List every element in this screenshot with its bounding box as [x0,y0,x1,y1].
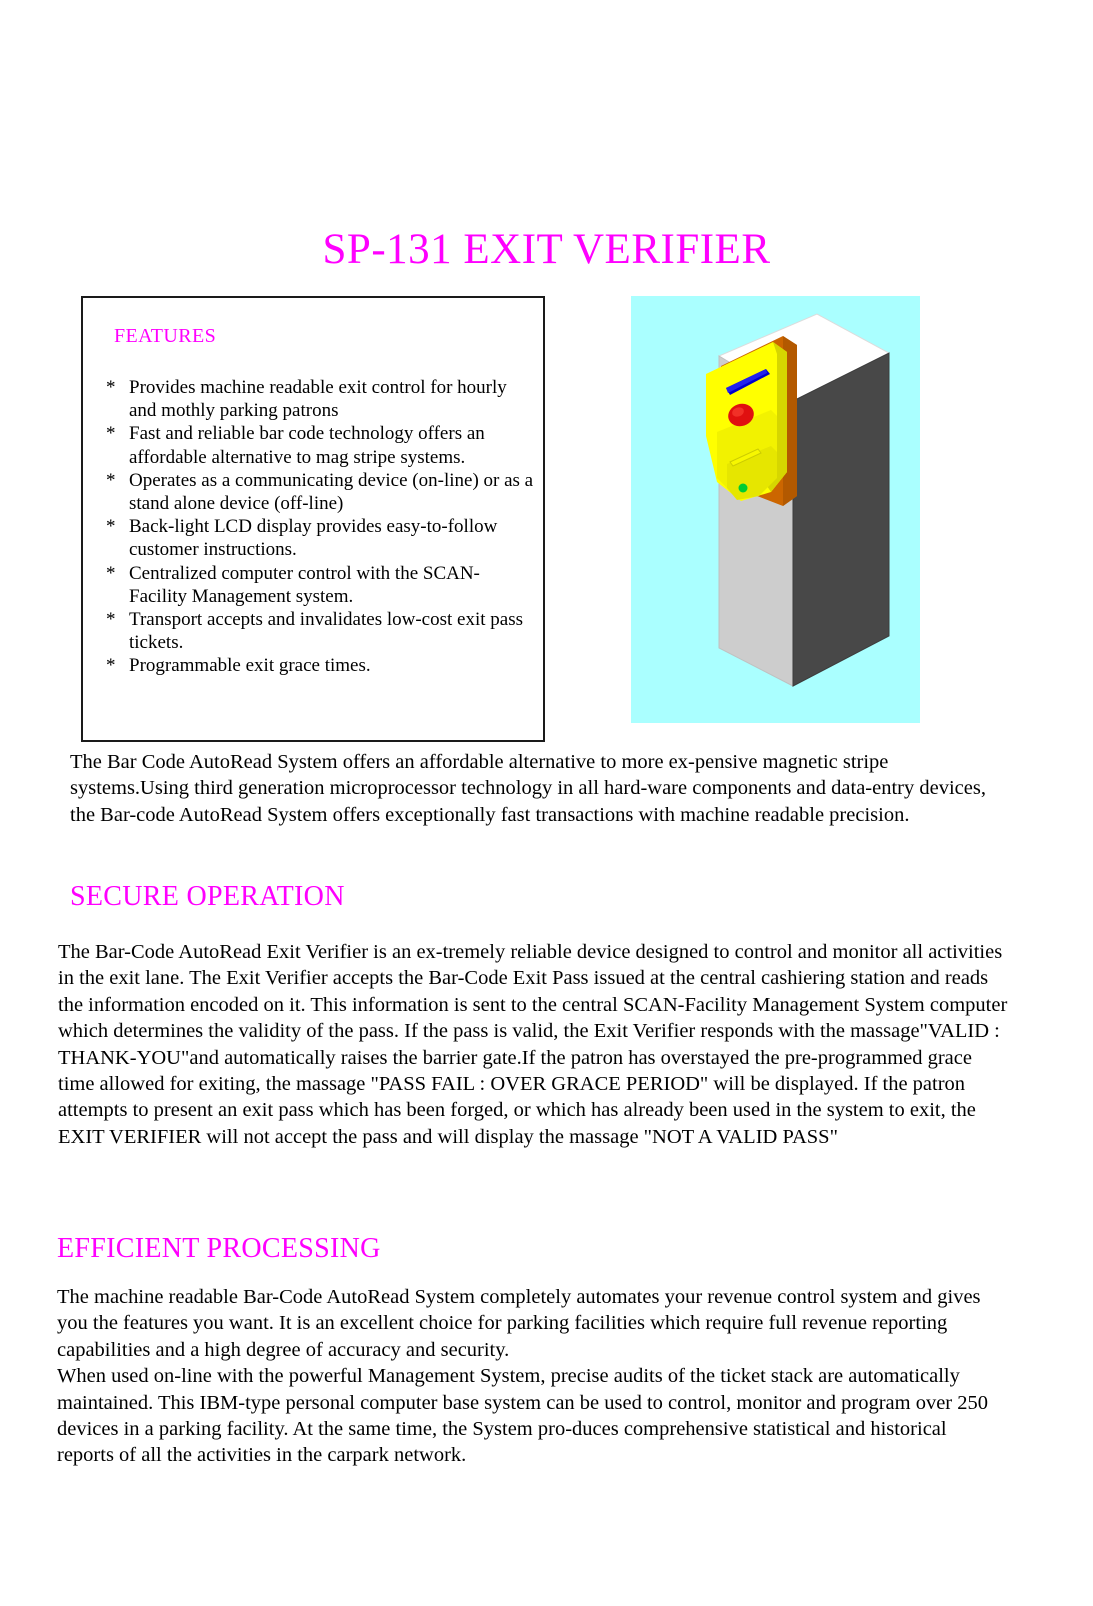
feature-text: Provides machine readable exit control for hourly and mothly parking patrons [129,377,507,422]
green-led-indicator [739,484,748,493]
bullet-asterisk-icon: * [106,562,116,584]
bullet-asterisk-icon: * [106,377,116,398]
list-item [95,562,535,608]
bullet-asterisk-icon: * [106,423,116,445]
features-list [95,376,535,678]
secure-operation-heading: SECURE OPERATION [70,881,345,912]
exit-verifier-kiosk-illustration [631,296,920,723]
features-heading: FEATURES [114,325,217,347]
feature-text: Transport accepts and invalidates low-cost exit pass tickets. [129,609,523,654]
bullet-asterisk-icon: * [106,469,116,491]
features-box [81,296,545,742]
feature-text: Operates as a communicating device (on-line) or as a stand alone device (off-line) [129,469,534,515]
efficient-processing-body [57,1284,1007,1469]
bullet-asterisk-icon: * [106,516,116,538]
feature-text: Fast and reliable bar code technology offers an affordable alternative to mag stripe systems. [129,423,485,468]
bullet-asterisk-icon: * [106,609,116,631]
cabinet-side-face [793,353,889,686]
list-item [95,469,535,515]
secure-operation-paragraph: The Bar-Code AutoRead Exit Verifier is an ex-tremely reliable device designed to control and monitor all activities in the exit lane. The Exit Verifier accepts the Bar-Code Exit Pass issued at the central cashiering station and reads the information encoded on it. This information is sent to the central SCAN-Facility Management System computer which determines the validity of the pass. If the pass is valid, the Exit Verifier responds with the massage"VALID : THANK-YOU"and automatically raises the barrier gate.If the patron has overstayed the pre-programmed grace time allowed for exiting, the massage "PASS FAIL : OVER GRACE PERIOD" will be displayed. If the patron attempts to present an exit pass which has been forged, or which has already been used in the system to exit, the EXIT VERIFIER will not accept the pass and will display the massage "NOT A VALID PASS" [58,941,1008,1148]
efficient-paragraph-2: When used on-line with the powerful Management System, precise audits of the ticket stack are automatically maintained. This IBM-type personal computer base system can be used to control, monitor and program over 250 devices in a parking facility. At the same time, the System pro-duces comprehensive statistical and historical reports of all the activities in the carpark network. [57,1365,989,1467]
feature-text: Centralized computer control with the SCAN-Facility Management system. [129,562,480,607]
product-image-panel [631,296,920,723]
list-item [95,376,535,422]
efficient-paragraph-1: The machine readable Bar-Code AutoRead System completely automates your revenue control system and gives you the features you want. It is an excellent choice for parking facilities which require full revenue reporting capabilities and a high degree of accuracy and security. [57,1286,981,1361]
efficient-processing-heading: EFFICIENT PROCESSING [57,1233,381,1264]
page-title: SP-131 EXIT VERIFIER [322,226,771,273]
bullet-asterisk-icon: * [106,655,116,677]
intro-paragraph: The Bar Code AutoRead System offers an affordable alternative to more ex-pensive magnetic stripe systems.Using third generation microprocessor technology in all hard-ware components and data-entry devices, the Bar-code AutoRead System offers exceptionally fast transactions with machine readable precision. [70,751,986,826]
feature-text: Back-light LCD display provides easy-to-follow customer instructions. [129,516,498,561]
feature-text: Programmable exit grace times. [129,655,371,677]
list-item [95,654,535,677]
list-item [95,515,535,561]
list-item [95,422,535,468]
list-item [95,608,535,654]
